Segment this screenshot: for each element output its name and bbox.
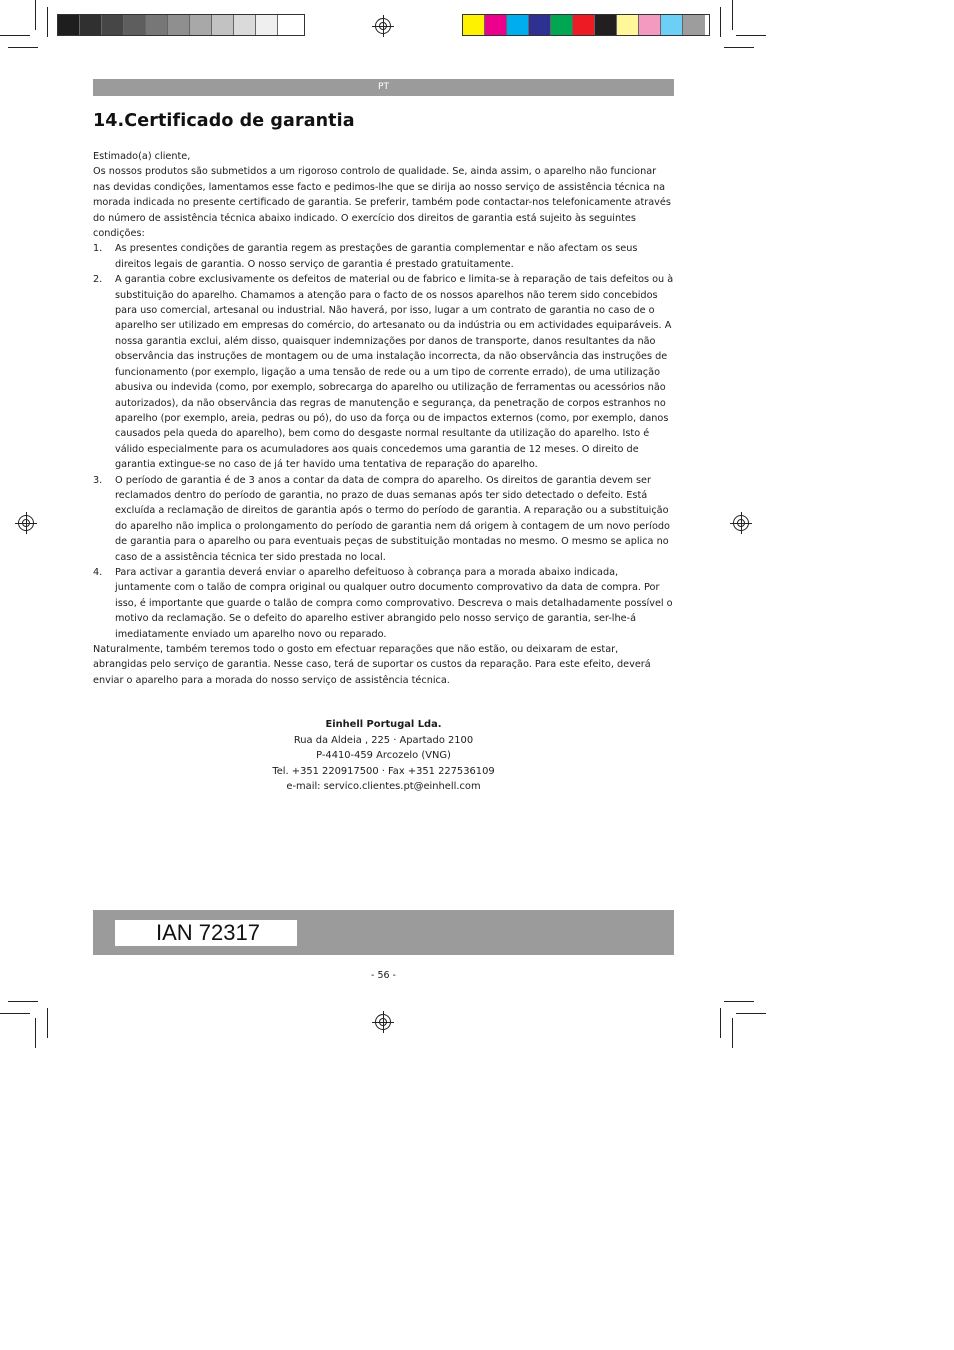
registration-target-icon xyxy=(18,515,34,531)
company-name: Einhell Portugal Lda. xyxy=(325,719,442,730)
crop-mark xyxy=(35,0,36,30)
color-swatch xyxy=(168,15,190,35)
color-swatch xyxy=(463,15,485,35)
list-text: As presentes condições de garantia regem as prestações de garantia complementar e não afectam os seus direitos legais de garantia. O nosso serviço de garantia é prestado gratuitamente. xyxy=(115,243,638,270)
color-swatch xyxy=(595,15,617,35)
crop-mark xyxy=(736,35,766,36)
list-text: Para activar a garantia deverá enviar o aparelho defeituoso à cobrança para a morada abaixo indicada, juntamente com o talão de compra original ou qualquer outro documento comprovativo da data de compra. Por isso, é importante que guarde o talão de compra como comprovativo. Descreva o mais detalhadamente possível o motivo da reclamação. Se o defeito do aparelho estiver abrangido pelo nosso serviço de garantia, ser-lhe-á imediatamente enviado um aparelho novo ou reparado. xyxy=(115,566,673,640)
list-number: 2. xyxy=(93,274,103,286)
list-item xyxy=(93,241,674,272)
color-swatch xyxy=(485,15,507,35)
ian-number: IAN 72317 xyxy=(115,920,297,946)
crop-mark xyxy=(8,1001,38,1002)
color-swatch xyxy=(529,15,551,35)
crop-mark xyxy=(732,0,733,30)
language-code: PT xyxy=(378,82,389,92)
color-swatch xyxy=(683,15,705,35)
list-text: O período de garantia é de 3 anos a contar da data de compra do aparelho. Os direitos de garantia devem ser reclamados dentro do período de garantia, no prazo de duas semanas após ter sido detectado o defeito. Está excluída a reclamação de direitos de garantia após o termo do período de garantia. A reparação ou a substituição do aparelho não implica o prolongamento do período de garantia nem dá origem à contagem de um novo período de garantia para o aparelho ou para eventuais peças de substituição montadas no mesmo. O mesmo se aplica no caso de a assistência técnica ter sido prestada no local. xyxy=(115,474,670,563)
color-swatch xyxy=(507,15,529,35)
color-swatch xyxy=(190,15,212,35)
ian-bar xyxy=(93,910,674,955)
warranty-body xyxy=(93,149,674,688)
service-address xyxy=(93,717,674,795)
phone-line: Tel. +351 220917500 · Fax +351 227536109 xyxy=(272,765,495,777)
crop-mark xyxy=(8,47,38,48)
crop-mark xyxy=(0,35,30,36)
color-swatch xyxy=(102,15,124,35)
crop-mark xyxy=(724,47,754,48)
closing-paragraph: Naturalmente, também teremos todo o gosto em efectuar reparações que não estão, ou deixaram de estar, abrangidas pelo serviço de garantia. Nesse caso, terá de suportar os custos da reparação. Para este efeito, deverá enviar o aparelho para a morada do nosso serviço de assistência técnica. xyxy=(93,644,651,686)
color-swatch xyxy=(551,15,573,35)
list-number: 3. xyxy=(93,474,103,486)
crop-mark xyxy=(720,7,721,37)
list-item xyxy=(93,272,674,472)
color-swatch xyxy=(256,15,278,35)
crop-mark xyxy=(35,1018,36,1048)
list-text: A garantia cobre exclusivamente os defeitos de material ou de fabrico e limita-se à reparação de tais defeitos ou à substituição do aparelho. Chamamos a atenção para o facto de os nossos aparelhos não terem sido concebidos para uso comercial, artesanal ou industrial. Não haverá, por isso, lugar a um contrato de garantia no caso de o aparelho ser utilizado em empresas do comércio, do artesanato ou da indústria ou em actividades equiparáveis. A nossa garantia exclui, além disso, quaisquer indemnizações por danos de transporte, danos resultantes da não observância das instruções de montagem ou de uma instalação incorrecta, da não observância das instruções de funcionamento (por exemplo, ligação a uma tensão de rede ou a um tipo de corrente errado), de uma utilização abusiva ou indevida (como, por exemplo, sobrecarga do aparelho ou utilização de ferramentas ou acessórios não autorizados), da não observância das regras de manutenção e segurança, da penetração de corpos estranhos no aparelho (por exemplo, areia, pedras ou pó), do uso da força ou de impactos externos (como, por exemplo, danos causados pela queda do aparelho), bem como do desgaste normal resultante da utilização do aparelho. Isto é válido especialmente para os acumuladores aos quais concedemos uma garantia de 12 meses. O direito de garantia extingue-se no caso de já ter havido uma tentativa de reparação do aparelho. xyxy=(115,274,674,471)
color-swatch xyxy=(234,15,256,35)
color-swatch xyxy=(146,15,168,35)
intro-paragraph: Os nossos produtos são submetidos a um rigoroso controlo de qualidade. Se, ainda assim, o aparelho não funcionar nas devidas condições, lamentamos esse facto e pedimos-lhe que se dirija ao nosso serviço de assistência técnica na morada indicada no presente certificado de garantia. Se preferir, também pode contactar-nos telefonicamente através do número de assistência técnica abaixo indicado. O exercício dos direitos de garantia está sujeito às seguintes condições: xyxy=(93,166,671,240)
list-number: 4. xyxy=(93,566,103,578)
grayscale-color-bar xyxy=(57,14,305,36)
list-number: 1. xyxy=(93,243,103,255)
section-title: 14.Certificado de garantia xyxy=(93,111,355,131)
color-swatch xyxy=(639,15,661,35)
process-color-bar xyxy=(462,14,710,36)
crop-mark xyxy=(720,1008,721,1038)
color-swatch xyxy=(617,15,639,35)
conditions-list xyxy=(93,241,674,642)
crop-mark xyxy=(736,1013,766,1014)
color-swatch xyxy=(278,15,300,35)
greeting: Estimado(a) cliente, xyxy=(93,151,191,162)
registration-target-icon xyxy=(375,1014,391,1030)
email-line: e-mail: servico.clientes.pt@einhell.com xyxy=(286,781,481,792)
list-item xyxy=(93,565,674,642)
crop-mark xyxy=(732,1018,733,1048)
color-swatch xyxy=(212,15,234,35)
color-swatch xyxy=(80,15,102,35)
crop-mark xyxy=(724,1001,754,1002)
registration-target-icon xyxy=(733,515,749,531)
crop-mark xyxy=(0,1013,30,1014)
crop-mark xyxy=(47,1008,48,1038)
crop-mark xyxy=(47,7,48,37)
registration-target-icon xyxy=(375,18,391,34)
page-number: - 56 - xyxy=(371,970,396,981)
color-swatch xyxy=(661,15,683,35)
language-header-bar xyxy=(93,79,674,96)
color-swatch xyxy=(58,15,80,35)
list-item xyxy=(93,473,674,565)
color-swatch xyxy=(573,15,595,35)
color-swatch xyxy=(124,15,146,35)
street-line: Rua da Aldeia , 225 · Apartado 2100 xyxy=(293,734,474,746)
city-line: P-4410-459 Arcozelo (VNG) xyxy=(316,750,451,761)
